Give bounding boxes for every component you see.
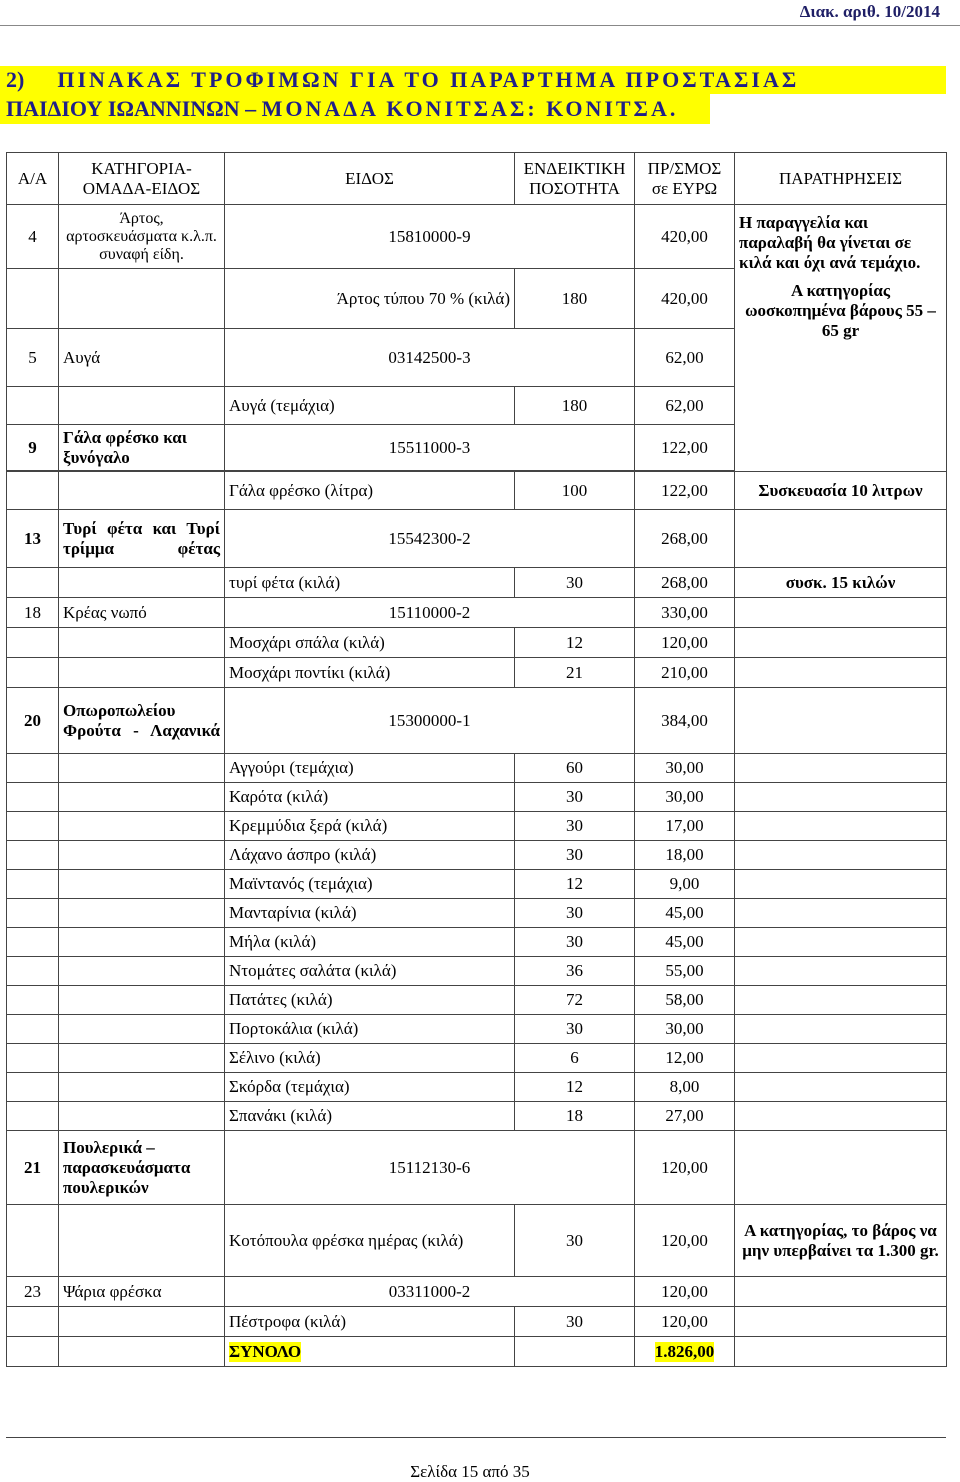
- table-row: [7, 658, 947, 688]
- item-qty: 30: [515, 841, 635, 870]
- row-budget: 122,00: [635, 425, 735, 471]
- item-name: Μήλα (κιλά): [225, 928, 515, 957]
- col-notes: ΠΑΡΑΤΗΡΗΣΕΙΣ: [735, 153, 947, 205]
- table-row: [7, 783, 947, 812]
- item-name: Πατάτες (κιλά): [225, 986, 515, 1015]
- item-qty: 30: [515, 783, 635, 812]
- row-note-group: [735, 205, 947, 472]
- item-name: Σπανάκι (κιλά): [225, 1102, 515, 1131]
- item-budget: 62,00: [635, 387, 735, 425]
- item-qty: 18: [515, 1102, 635, 1131]
- col-aa: Α/Α: [7, 153, 59, 205]
- item-qty: 30: [515, 899, 635, 928]
- item-name: Άρτος τύπου 70 % (κιλά): [225, 269, 515, 329]
- item-qty: 30: [515, 1015, 635, 1044]
- item-budget: 8,00: [635, 1073, 735, 1102]
- item-qty: 12: [515, 1073, 635, 1102]
- row-aa: 23: [7, 1277, 59, 1307]
- table-row: [7, 510, 947, 568]
- table-row: [7, 205, 947, 269]
- page-title: [0, 66, 946, 124]
- row-note: Συσκευασία 10 λιτρων: [735, 472, 947, 510]
- col-item: ΕΙΔΟΣ: [225, 153, 515, 205]
- table-row: [7, 688, 947, 754]
- item-name: Σκόρδα (τεμάχια): [225, 1073, 515, 1102]
- table-row: [7, 957, 947, 986]
- item-budget: 210,00: [635, 658, 735, 688]
- item-name: τυρί φέτα (κιλά): [225, 568, 515, 598]
- item-budget: 58,00: [635, 986, 735, 1015]
- footer-rule: [6, 1437, 946, 1438]
- item-qty: 100: [515, 472, 635, 510]
- item-name: Αυγά (τεμάχια): [225, 387, 515, 425]
- item-budget: 268,00: [635, 568, 735, 598]
- item-budget: 120,00: [635, 1307, 735, 1337]
- table-row: [7, 1307, 947, 1337]
- row-category: Κρέας νωπό: [59, 598, 225, 628]
- item-budget: 27,00: [635, 1102, 735, 1131]
- table-header-row: [7, 153, 947, 205]
- item-budget: 45,00: [635, 899, 735, 928]
- item-budget: 45,00: [635, 928, 735, 957]
- row-note: συσκ. 15 κιλών: [735, 568, 947, 598]
- table-row: [7, 1102, 947, 1131]
- row-aa: 20: [7, 688, 59, 754]
- row-cpv: 03311000-2: [225, 1277, 635, 1307]
- item-qty: 30: [515, 1205, 635, 1277]
- table-row: [7, 1277, 947, 1307]
- table-row: [7, 841, 947, 870]
- item-qty: 180: [515, 387, 635, 425]
- produce-items: [7, 754, 947, 1131]
- item-name: Κρεμμύδια ξερά (κιλά): [225, 812, 515, 841]
- row-aa: 13: [7, 510, 59, 568]
- item-budget: 30,00: [635, 783, 735, 812]
- header-rule: [0, 25, 960, 26]
- row-cpv: 15300000-1: [225, 688, 635, 754]
- item-budget: 122,00: [635, 472, 735, 510]
- item-budget: 120,00: [635, 1205, 735, 1277]
- title-line2a: ΠΑΙΔΙΟΥ ΙΩΑΝΝΙΝΩΝ –: [6, 96, 257, 121]
- total-label: ΣΥΝΟΛΟ: [229, 1341, 302, 1361]
- item-name: Σέλινο (κιλά): [225, 1044, 515, 1073]
- item-qty: 30: [515, 568, 635, 598]
- item-qty: 72: [515, 986, 635, 1015]
- item-budget: 420,00: [635, 269, 735, 329]
- row-aa: 9: [7, 425, 59, 471]
- row-category: Γάλα φρέσκο και ξυνόγαλο: [59, 425, 225, 471]
- table-row: [7, 870, 947, 899]
- row-category: Πουλερικά – παρασκευάσματα πουλερικών: [59, 1131, 225, 1205]
- row-aa: 21: [7, 1131, 59, 1205]
- item-qty: 12: [515, 870, 635, 899]
- item-name: Μοσχάρι σπάλα (κιλά): [225, 628, 515, 658]
- col-category: ΚΑΤΗΓΟΡΙΑ-ΟΜΑΔΑ-ΕΙΔΟΣ: [59, 153, 225, 205]
- item-qty: 60: [515, 754, 635, 783]
- row-category: Ψάρια φρέσκα: [59, 1277, 225, 1307]
- item-qty: 30: [515, 812, 635, 841]
- item-name: Γάλα φρέσκο (λίτρα): [225, 472, 515, 510]
- item-name: Ντομάτες σαλάτα (κιλά): [225, 957, 515, 986]
- row-note: Α κατηγορίας ωοσκοπημένα βάρους 55 – 65 gr: [745, 281, 936, 340]
- row-cpv: 15542300-2: [225, 510, 635, 568]
- table-row: [7, 472, 947, 510]
- row-cpv: 15511000-3: [225, 425, 635, 471]
- document-ref: Διακ. αριθ. 10/2014: [799, 2, 940, 21]
- item-budget: 9,00: [635, 870, 735, 899]
- item-name: Πορτοκάλια (κιλά): [225, 1015, 515, 1044]
- table-row: [7, 568, 947, 598]
- row-budget: 120,00: [635, 1277, 735, 1307]
- col-qty: ΕΝΔΕΙΚΤΙΚΗ ΠΟΣΟΤΗΤΑ: [515, 153, 635, 205]
- row-budget: 62,00: [635, 329, 735, 387]
- table-row: [7, 754, 947, 783]
- item-qty: 36: [515, 957, 635, 986]
- item-qty: 180: [515, 269, 635, 329]
- table-row: [7, 899, 947, 928]
- row-budget: 384,00: [635, 688, 735, 754]
- item-budget: 12,00: [635, 1044, 735, 1073]
- item-name: Μανταρίνια (κιλά): [225, 899, 515, 928]
- food-table: [6, 152, 947, 1367]
- row-category: Οπωροπωλείου Φρούτα - Λαχανικά: [59, 688, 225, 754]
- row-aa: 18: [7, 598, 59, 628]
- item-name: Αγγούρι (τεμάχια): [225, 754, 515, 783]
- table-row: [7, 1015, 947, 1044]
- title-number: 2): [6, 67, 25, 92]
- item-qty: 12: [515, 628, 635, 658]
- row-budget: 268,00: [635, 510, 735, 568]
- table-row: [7, 1205, 947, 1277]
- row-aa: 4: [7, 205, 59, 269]
- row-budget: 420,00: [635, 205, 735, 269]
- table-row: [7, 1131, 947, 1205]
- title-line1: ΠΙΝΑΚΑΣ ΤΡΟΦΙΜΩΝ ΓΙΑ ΤΟ ΠΑΡΑΡΤΗΜΑ ΠΡΟΣΤΑΣΙΑΣ: [57, 67, 800, 92]
- row-cpv: 03142500-3: [225, 329, 635, 387]
- item-qty: 30: [515, 928, 635, 957]
- row-category: Αυγά: [59, 329, 225, 387]
- table-row: [7, 628, 947, 658]
- row-cpv: 15110000-2: [225, 598, 635, 628]
- col-budget: ΠΡ/ΣΜΟΣ σε ΕΥΡΩ: [635, 153, 735, 205]
- item-qty: 6: [515, 1044, 635, 1073]
- item-name: Καρότα (κιλά): [225, 783, 515, 812]
- item-name: Μοσχάρι ποντίκι (κιλά): [225, 658, 515, 688]
- table-row: [7, 928, 947, 957]
- page-number: Σελίδα 15 από 35: [410, 1462, 530, 1481]
- item-name: Μαϊντανός (τεμάχια): [225, 870, 515, 899]
- table-row: [7, 598, 947, 628]
- item-qty: 30: [515, 1307, 635, 1337]
- item-name: Λάχανο άσπρο (κιλά): [225, 841, 515, 870]
- row-aa: 5: [7, 329, 59, 387]
- row-category: Τυρί φέτα και Τυρί τρίμμα φέτας: [59, 510, 225, 568]
- item-name: Πέστροφα (κιλά): [225, 1307, 515, 1337]
- row-budget: 120,00: [635, 1131, 735, 1205]
- row-note: Η παραγγελία και παραλαβή θα γίνεται σε κιλά και όχι ανά τεμάχιο.: [739, 213, 921, 272]
- item-qty: 21: [515, 658, 635, 688]
- row-budget: 330,00: [635, 598, 735, 628]
- row-note: Α κατηγορίας, το βάρος να μην υπερβαίνει τα 1.300 gr.: [735, 1205, 947, 1277]
- total-budget: 1.826,00: [654, 1341, 715, 1361]
- table-row: [7, 986, 947, 1015]
- title-line2b: ΜΟΝΑΔΑ ΚΟΝΙΤΣΑΣ: ΚΟΝΙΤΣΑ.: [261, 96, 679, 121]
- item-budget: 30,00: [635, 1015, 735, 1044]
- table-row: [7, 812, 947, 841]
- item-budget: 18,00: [635, 841, 735, 870]
- table-row: [7, 1073, 947, 1102]
- row-cpv: 15112130-6: [225, 1131, 635, 1205]
- item-budget: 30,00: [635, 754, 735, 783]
- item-budget: 17,00: [635, 812, 735, 841]
- item-name: Κοτόπουλα φρέσκα ημέρας (κιλά): [225, 1205, 515, 1277]
- item-budget: 55,00: [635, 957, 735, 986]
- row-cpv: 15810000-9: [225, 205, 635, 269]
- row-category: Άρτος, αρτοσκευάσματα κ.λ.π. συναφή είδη.: [59, 205, 225, 269]
- item-budget: 120,00: [635, 628, 735, 658]
- total-row: [7, 1337, 947, 1367]
- table-row: [7, 1044, 947, 1073]
